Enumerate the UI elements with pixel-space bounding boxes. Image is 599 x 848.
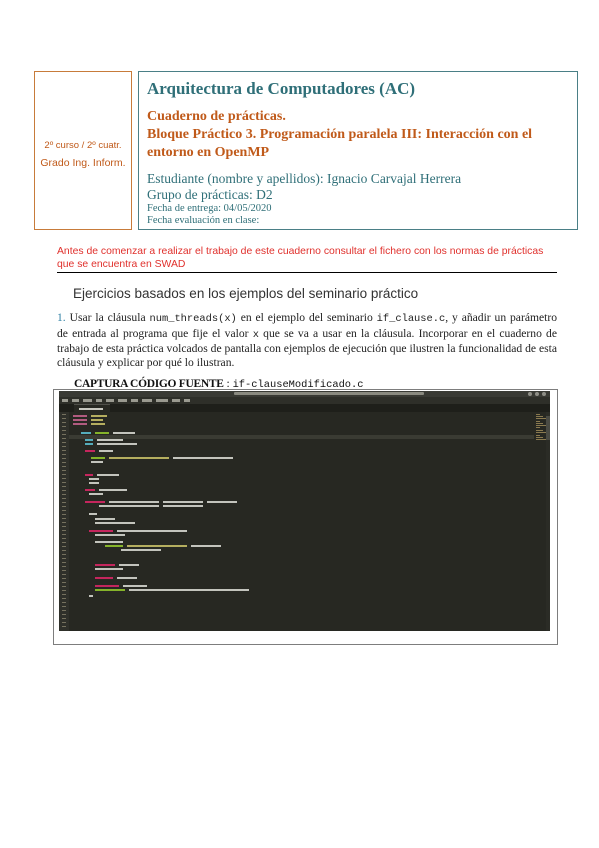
minimap-line xyxy=(536,439,546,440)
exercise-text: Usar la cláusula xyxy=(69,311,146,324)
line-number xyxy=(62,586,66,587)
line-number xyxy=(62,554,66,555)
editor-tab xyxy=(74,404,110,412)
code-token xyxy=(85,501,105,503)
code-token xyxy=(95,585,119,587)
evaluation-date: Fecha evaluación en clase: xyxy=(147,215,260,226)
code-token xyxy=(85,439,93,441)
line-number xyxy=(62,610,66,611)
line-number xyxy=(62,470,66,471)
code-token xyxy=(91,415,107,417)
minimap-line xyxy=(536,432,546,433)
code-token xyxy=(97,439,123,441)
code-token xyxy=(127,545,187,547)
code-token xyxy=(89,530,113,532)
line-number xyxy=(62,478,66,479)
line-number xyxy=(62,618,66,619)
line-number xyxy=(62,502,66,503)
code-token xyxy=(113,432,135,434)
code-text xyxy=(59,412,550,631)
code-token xyxy=(91,457,105,459)
code-editor-screenshot xyxy=(59,391,550,631)
editor-scrollbar xyxy=(546,412,550,631)
line-number xyxy=(62,510,66,511)
code-token xyxy=(173,457,233,459)
code-token xyxy=(95,568,123,570)
code-token xyxy=(89,493,103,495)
line-number xyxy=(62,598,66,599)
line-number xyxy=(62,606,66,607)
minimap-line xyxy=(536,437,543,438)
code-token xyxy=(73,415,87,417)
line-number xyxy=(62,570,66,571)
code-token xyxy=(95,534,125,536)
line-number xyxy=(62,590,66,591)
code-x: x xyxy=(252,328,259,341)
minimap-line xyxy=(536,430,543,431)
window-controls-icon xyxy=(528,392,546,396)
code-token xyxy=(85,450,95,452)
line-number xyxy=(62,426,66,427)
exercise-text: que se va a usar en la cláusula. Incorporar en el cuaderno de trabajo de esta práctica volcados de pantalla con ejemplos de ejecución que ilustren la funcionalidad de esta cláusula y explicar por qué lo ilustran. xyxy=(57,326,557,369)
exercise-number: 1. xyxy=(57,311,66,324)
delivery-date: Fecha de entrega: 04/05/2020 xyxy=(147,203,272,214)
code-token xyxy=(109,457,169,459)
title-box xyxy=(138,71,578,230)
capture-label: CAPTURA CÓDIGO FUENTE xyxy=(74,378,224,390)
line-number xyxy=(62,530,66,531)
line-number xyxy=(62,490,66,491)
line-number xyxy=(62,494,66,495)
code-token xyxy=(109,501,159,503)
code-token xyxy=(73,423,87,425)
code-token xyxy=(89,478,99,480)
line-number xyxy=(62,466,66,467)
minimap-line xyxy=(536,427,540,428)
line-number xyxy=(62,518,66,519)
line-number xyxy=(62,498,66,499)
code-token xyxy=(129,589,249,591)
line-number xyxy=(62,474,66,475)
code-token xyxy=(95,564,115,566)
exercise-text: , y añadir un parámetro de entrada al programa que fije el valor xyxy=(57,311,558,340)
line-number xyxy=(62,442,66,443)
line-number xyxy=(62,550,66,551)
code-token xyxy=(97,443,137,445)
practice-group: Grupo de prácticas: D2 xyxy=(147,187,273,202)
line-number xyxy=(62,562,66,563)
code-token xyxy=(95,577,113,579)
student-name: Estudiante (nombre y apellidos): Ignacio Carvajal Herrera xyxy=(147,171,462,186)
minimap-line xyxy=(536,418,546,419)
line-number xyxy=(62,506,66,507)
line-number xyxy=(62,438,66,439)
code-token xyxy=(191,545,221,547)
course-label: 2º curso / 2º cuatr. xyxy=(44,140,122,151)
section-title: Ejercicios basados en los ejemplos del seminario práctico xyxy=(73,286,419,301)
line-number xyxy=(62,514,66,515)
line-number xyxy=(62,454,66,455)
code-token xyxy=(123,585,147,587)
minimap-line xyxy=(536,435,540,436)
code-token xyxy=(95,518,115,520)
code-token xyxy=(91,461,103,463)
code-token xyxy=(89,513,97,515)
code-token xyxy=(89,482,99,484)
line-number xyxy=(62,578,66,579)
capture-separator: : xyxy=(226,378,230,390)
code-token xyxy=(99,505,159,507)
document-subtitle: Cuaderno de prácticas. xyxy=(147,109,286,124)
line-number xyxy=(62,450,66,451)
code-token xyxy=(119,564,139,566)
code-token xyxy=(163,501,203,503)
minimap-line xyxy=(536,421,540,422)
code-token xyxy=(89,595,93,597)
line-number xyxy=(62,414,66,415)
code-token xyxy=(95,432,109,434)
code-token xyxy=(99,450,113,452)
minimap-line xyxy=(536,423,543,424)
code-token xyxy=(81,432,91,434)
divider xyxy=(57,272,557,273)
course-info-box xyxy=(34,71,132,230)
line-number xyxy=(62,614,66,615)
code-token xyxy=(95,541,123,543)
code-token xyxy=(95,522,135,524)
code-token xyxy=(85,489,95,491)
editor-tabbar xyxy=(59,404,550,412)
minimap-line xyxy=(536,425,546,426)
editor-menubar xyxy=(59,397,550,404)
line-number xyxy=(62,422,66,423)
line-number xyxy=(62,542,66,543)
line-number xyxy=(62,522,66,523)
code-token xyxy=(163,505,203,507)
line-number xyxy=(62,462,66,463)
code-token xyxy=(207,501,237,503)
line-number xyxy=(62,446,66,447)
code-token xyxy=(91,423,105,425)
line-number xyxy=(62,482,66,483)
line-number xyxy=(62,582,66,583)
line-number xyxy=(62,574,66,575)
document-title: Arquitectura de Computadores (AC) xyxy=(147,79,416,98)
line-number xyxy=(62,430,66,431)
notice-text: Antes de comenzar a realizar el trabajo de este cuaderno consultar el fichero con los normas de prácticas que se encuentra en SWAD xyxy=(57,246,544,270)
code-token xyxy=(105,545,123,547)
line-number xyxy=(62,566,66,567)
code-token xyxy=(95,589,125,591)
code-num-threads: num_threads(x) xyxy=(149,313,237,325)
line-number xyxy=(62,538,66,539)
code-token xyxy=(85,474,93,476)
code-token xyxy=(73,419,87,421)
capture-filename: if-clauseModificado.c xyxy=(232,379,364,391)
line-number xyxy=(62,558,66,559)
code-token xyxy=(121,549,161,551)
degree-label: Grado Ing. Inform. xyxy=(40,157,126,169)
line-number xyxy=(62,458,66,459)
line-number xyxy=(62,486,66,487)
line-number xyxy=(62,526,66,527)
line-number xyxy=(62,626,66,627)
code-token xyxy=(91,419,103,421)
line-number xyxy=(62,546,66,547)
exercise-text: en el ejemplo del seminario xyxy=(240,311,373,324)
block-title: Bloque Práctico 3. Programación paralela III: Interacción con el entorno en OpenMP xyxy=(147,127,533,160)
code-token xyxy=(117,530,187,532)
code-token xyxy=(97,474,119,476)
minimap-line xyxy=(536,414,540,415)
code-token xyxy=(85,443,93,445)
line-number xyxy=(62,594,66,595)
line-number xyxy=(62,622,66,623)
line-number xyxy=(62,418,66,419)
code-token xyxy=(117,577,137,579)
line-number xyxy=(62,434,66,435)
code-token xyxy=(99,489,127,491)
exercise-1 xyxy=(57,311,557,369)
minimap-line xyxy=(536,416,543,417)
line-number xyxy=(62,534,66,535)
line-number xyxy=(62,602,66,603)
code-if-clause: if_clause.c xyxy=(376,313,446,325)
